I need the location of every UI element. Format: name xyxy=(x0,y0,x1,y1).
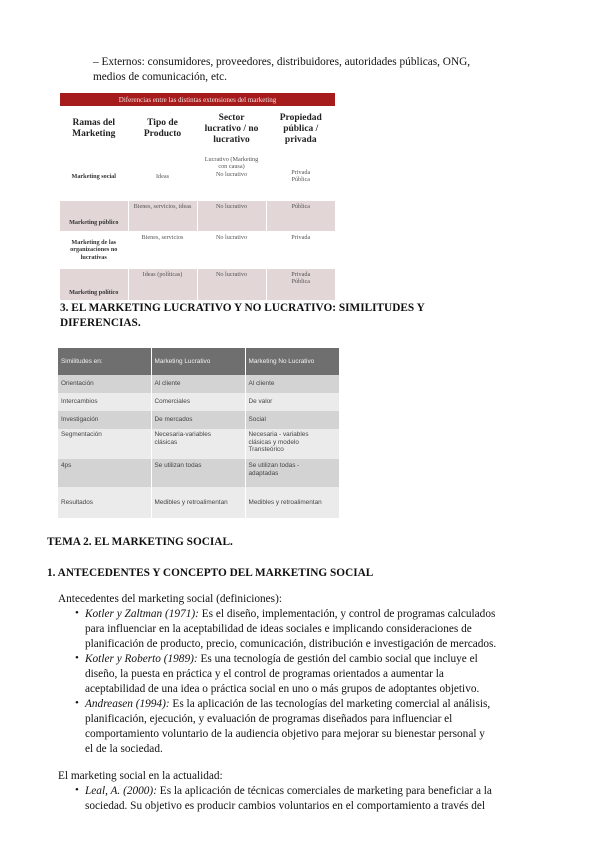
intro-paragraph xyxy=(93,55,523,85)
table2-cell: Necesaria-variables clásicas xyxy=(151,429,245,459)
table2-cell: 4ps xyxy=(58,459,151,487)
definition-item: • Kotler y Roberto (1989): Es una tecnología de gestión del cambio social que incluye el diseño, la puesta en práctica y el control de programas orientados a aumentar la aceptabilidad de una idea o práctica social en uno o más grupos de adoptantes objetivo. xyxy=(75,652,480,695)
table1-header-rama: Ramas del Marketing xyxy=(60,106,128,152)
table2-cell: Orientación xyxy=(58,375,151,393)
tema2-heading: TEMA 2. EL MARKETING SOCIAL. xyxy=(47,536,233,548)
table2-cell: Social xyxy=(245,411,339,429)
table1-cell-sector: Lucrativo (Marketing con causa) No lucrativo xyxy=(197,152,266,201)
definition-item: • Kotler y Zaltman (1971): Es el diseño, implementación, y control de programas calculados para influenciar en la aceptabilidad de ideas sociales e implicando consideraciones de planificación de producto, precio, comunicación, distribución e investigación de mercados. xyxy=(75,607,497,650)
definitions-list xyxy=(75,607,540,757)
table-row xyxy=(58,459,339,487)
bullet-icon: • xyxy=(75,607,79,619)
table1-cell-tipo: Ideas xyxy=(128,152,197,201)
table2-cell: De valor xyxy=(245,393,339,411)
table2-cell: Investigación xyxy=(58,411,151,429)
table1-cell-propiedad: Privada Pública xyxy=(266,152,335,201)
table-row xyxy=(60,152,335,201)
table-row xyxy=(58,411,339,429)
definition-author: Kotler y Roberto (1989): xyxy=(85,653,198,665)
table1-cell-rama: Marketing de las organizaciones no lucrativas xyxy=(60,231,128,269)
table1-cell-tipo: Ideas (políticas) xyxy=(128,269,197,300)
table2-cell: Se utilizan todas - adaptadas xyxy=(245,459,339,487)
table-row xyxy=(60,201,335,231)
bullet-icon: • xyxy=(75,697,79,709)
table1-cell-sector: No lucrativo xyxy=(197,269,266,300)
definition-author: Kotler y Zaltman (1971): xyxy=(85,608,199,620)
table1-cell-rama: Marketing político xyxy=(60,269,128,300)
intro-line-2: medios de comunicación, etc. xyxy=(93,71,227,83)
bullet-icon: • xyxy=(75,652,79,664)
table2-header-similitudes: Similitudes en: xyxy=(58,348,151,375)
definition-item: • Leal, A. (2000): Es la aplicación de técnicas comerciales de marketing para beneficiar a la sociedad. Su objetivo es producir cambios voluntarios en el comportamiento a través del xyxy=(75,784,492,812)
table1-cell-propiedad: Privada xyxy=(266,231,335,269)
table1-header-propiedad: Propiedad pública / privada xyxy=(266,106,335,152)
actualidad-list xyxy=(75,784,540,814)
actualidad-label: El marketing social en la actualidad: xyxy=(58,770,223,782)
table1-cell-propiedad: Pública xyxy=(266,201,335,231)
table1-cell-rama: Marketing público xyxy=(60,201,128,231)
section3-heading-line-1: 3. EL MARKETING LUCRATIVO Y NO LUCRATIVO: SIMILITUDES Y xyxy=(60,302,425,314)
table1-cell-tipo: Bienes, servicios, ideas xyxy=(128,201,197,231)
definition-author: Leal, A. (2000): xyxy=(85,785,157,797)
section3-heading-line-2: DIFERENCIAS. xyxy=(60,317,141,329)
table1-header-sector: Sector lucrativo / no lucrativo xyxy=(197,106,266,152)
table-row xyxy=(58,393,339,411)
table2-header-lucrativo: Marketing Lucrativo xyxy=(151,348,245,375)
table-row xyxy=(58,487,339,518)
table2-cell: Al cliente xyxy=(245,375,339,393)
table2-cell: Medibles y retroalimentan xyxy=(151,487,245,518)
table2-cell: Intercambios xyxy=(58,393,151,411)
table1-cell-sector: No lucrativo xyxy=(197,231,266,269)
table-row xyxy=(60,231,335,269)
definition-item: • Andreasen (1994): Es la aplicación de las tecnologías del marketing comercial al análisis, planificación, ejecución, y evaluación de programas diseñados para influenciar el comportamiento voluntario de la audiencia objetivo para mejorar su bienestar personal y el de la sociedad. xyxy=(75,697,491,755)
table2-cell: Al cliente xyxy=(151,375,245,393)
table2-cell: Comerciales xyxy=(151,393,245,411)
table-row xyxy=(58,429,339,459)
definition-author: Andreasen (1994): xyxy=(85,698,170,710)
table2-cell: Medibles y retroalimentan xyxy=(245,487,339,518)
table1-cell-tipo: Bienes, servicios xyxy=(128,231,197,269)
table1-cell-sector: No lucrativo xyxy=(197,201,266,231)
table1-header-tipo: Tipo de Producto xyxy=(128,106,197,152)
table1-cell-rama: Marketing social xyxy=(60,152,128,201)
table-row xyxy=(60,269,335,300)
table2-cell: Necesaria - variables clásicas y modelo Transteórico xyxy=(245,429,339,459)
section3-heading xyxy=(60,301,476,331)
table2-header-no-lucrativo: Marketing No Lucrativo xyxy=(245,348,339,375)
bullet-icon: • xyxy=(75,784,79,796)
table2-cell: Segmentación xyxy=(58,429,151,459)
table2-cell: Se utilizan todas xyxy=(151,459,245,487)
table2-cell: Resultados xyxy=(58,487,151,518)
similarities-table xyxy=(58,348,339,518)
table1-caption: Diferencias entre las distintas extensiones del marketing xyxy=(60,93,335,106)
intro-line-1: – Externos: consumidores, proveedores, distribuidores, autoridades públicas, ONG, xyxy=(93,56,471,68)
table2-cell: De mercados xyxy=(151,411,245,429)
antecedentes-label: Antecedentes del marketing social (definiciones): xyxy=(58,593,282,605)
marketing-extensions-table xyxy=(60,93,335,300)
section1-heading: 1. ANTECEDENTES Y CONCEPTO DEL MARKETING SOCIAL xyxy=(47,567,374,579)
table1-cell-propiedad: Privada Pública xyxy=(266,269,335,300)
table-row xyxy=(58,375,339,393)
